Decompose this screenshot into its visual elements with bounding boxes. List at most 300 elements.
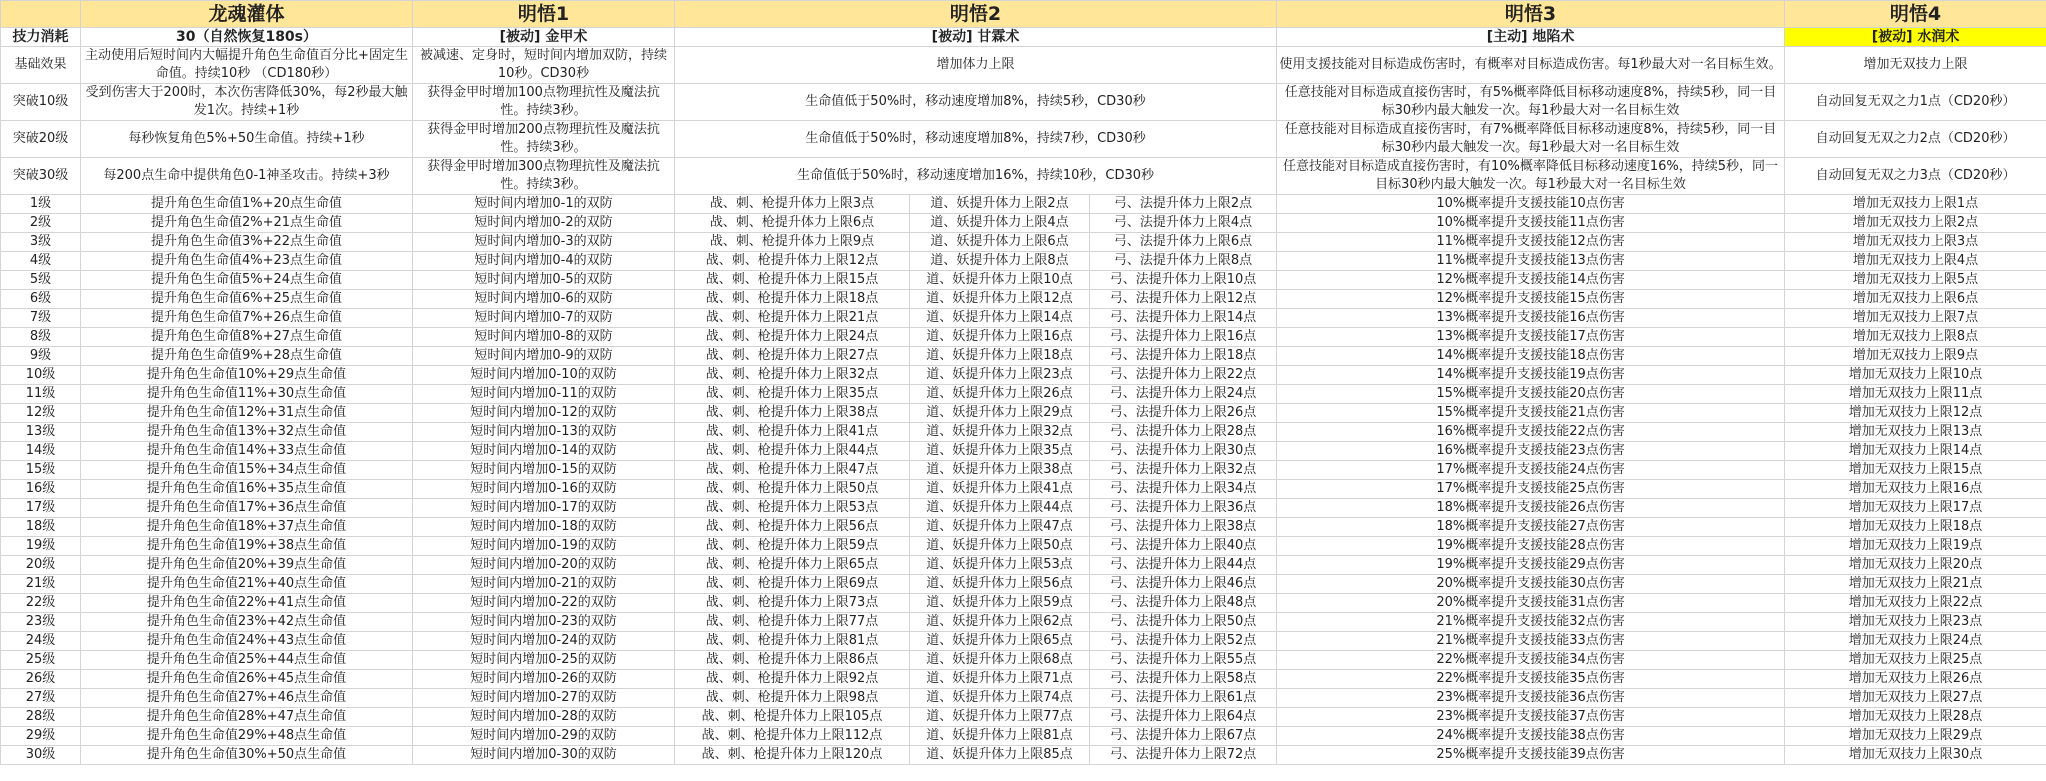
mingwu4-value-cell[interactable]: 增加无双技力上限6点: [1785, 290, 2046, 309]
mingwu3-value-cell[interactable]: 17%概率提升支援技能25点伤害: [1277, 480, 1785, 499]
longhun-value-cell[interactable]: 提升角色生命值27%+46点生命值: [81, 689, 413, 708]
mingwu1-value-cell[interactable]: 短时间内增加0-21的双防: [413, 575, 675, 594]
mingwu2-taoist-cell[interactable]: 道、妖提升体力上限56点: [910, 575, 1090, 594]
longhun-value-cell[interactable]: 提升角色生命值17%+36点生命值: [81, 499, 413, 518]
level-label-cell[interactable]: 7级: [1, 309, 81, 328]
level-row: [1, 442, 2046, 461]
mingwu2-archer-cell[interactable]: 弓、法提升体力上限18点: [1090, 347, 1277, 366]
mingwu2-taoist-cell[interactable]: 道、妖提升体力上限68点: [910, 651, 1090, 670]
longhun-value-cell[interactable]: 提升角色生命值11%+30点生命值: [81, 385, 413, 404]
longhun-value-cell[interactable]: 提升角色生命值25%+44点生命值: [81, 651, 413, 670]
mingwu2-archer-cell[interactable]: 弓、法提升体力上限50点: [1090, 613, 1277, 632]
longhun-value-cell[interactable]: 提升角色生命值4%+23点生命值: [81, 252, 413, 271]
mingwu3-value-cell[interactable]: 17%概率提升支援技能24点伤害: [1277, 461, 1785, 480]
mingwu3-value-cell[interactable]: 10%概率提升支援技能11点伤害: [1277, 214, 1785, 233]
level-label-cell[interactable]: 14级: [1, 442, 81, 461]
mingwu2-taoist-cell[interactable]: 道、妖提升体力上限47点: [910, 518, 1090, 537]
mingwu4-value-cell[interactable]: 增加无双技力上限29点: [1785, 727, 2046, 746]
mingwu1-value-cell[interactable]: 短时间内增加0-7的双防: [413, 309, 675, 328]
mingwu2-archer-cell[interactable]: 弓、法提升体力上限24点: [1090, 385, 1277, 404]
mingwu2-archer-cell[interactable]: 弓、法提升体力上限36点: [1090, 499, 1277, 518]
header-mingwu2[interactable]: 明悟2: [675, 1, 1277, 28]
mingwu1-value-cell[interactable]: 短时间内增加0-11的双防: [413, 385, 675, 404]
mingwu1-value-cell[interactable]: 短时间内增加0-19的双防: [413, 537, 675, 556]
mingwu3-value-cell[interactable]: 16%概率提升支援技能23点伤害: [1277, 442, 1785, 461]
mingwu1-value-cell[interactable]: 短时间内增加0-4的双防: [413, 252, 675, 271]
level-label-cell[interactable]: 1级: [1, 195, 81, 214]
level-label-cell[interactable]: 4级: [1, 252, 81, 271]
mingwu3-value-cell[interactable]: 13%概率提升支援技能17点伤害: [1277, 328, 1785, 347]
level-row: [1, 366, 2046, 385]
level-label-cell[interactable]: 24级: [1, 632, 81, 651]
mingwu1-effect-cell[interactable]: 获得金甲时增加200点物理抗性及魔法抗性。持续3秒。: [413, 121, 675, 158]
mingwu1-value-cell[interactable]: 短时间内增加0-2的双防: [413, 214, 675, 233]
mingwu1-value-cell[interactable]: 短时间内增加0-8的双防: [413, 328, 675, 347]
longhun-value-cell[interactable]: 提升角色生命值9%+28点生命值: [81, 347, 413, 366]
mingwu2-warrior-cell[interactable]: 战、刺、枪提升体力上限65点: [675, 556, 910, 575]
mingwu2-warrior-cell[interactable]: 战、刺、枪提升体力上限21点: [675, 309, 910, 328]
mingwu4-value-cell[interactable]: 增加无双技力上限28点: [1785, 708, 2046, 727]
level-row: [1, 385, 2046, 404]
mingwu2-warrior-cell[interactable]: 战、刺、枪提升体力上限92点: [675, 670, 910, 689]
mingwu2-warrior-cell[interactable]: 战、刺、枪提升体力上限24点: [675, 328, 910, 347]
mingwu3-value-cell[interactable]: 22%概率提升支援技能35点伤害: [1277, 670, 1785, 689]
mingwu1-value-cell[interactable]: 短时间内增加0-1的双防: [413, 195, 675, 214]
mingwu1-value-cell[interactable]: 短时间内增加0-23的双防: [413, 613, 675, 632]
mingwu2-taoist-cell[interactable]: 道、妖提升体力上限74点: [910, 689, 1090, 708]
mingwu2-archer-cell[interactable]: 弓、法提升体力上限34点: [1090, 480, 1277, 499]
mingwu1-value-cell[interactable]: 短时间内增加0-15的双防: [413, 461, 675, 480]
mingwu2-archer-cell[interactable]: 弓、法提升体力上限10点: [1090, 271, 1277, 290]
mingwu4-effect-cell[interactable]: 自动回复无双之力1点（CD20秒）: [1785, 84, 2046, 121]
mingwu1-value-cell[interactable]: 短时间内增加0-9的双防: [413, 347, 675, 366]
mingwu2-archer-cell[interactable]: 弓、法提升体力上限8点: [1090, 252, 1277, 271]
mingwu2-archer-cell[interactable]: 弓、法提升体力上限52点: [1090, 632, 1277, 651]
header-mingwu1[interactable]: 明悟1: [413, 1, 675, 28]
level-label-cell[interactable]: 10级: [1, 366, 81, 385]
mingwu2-archer-cell[interactable]: 弓、法提升体力上限12点: [1090, 290, 1277, 309]
mingwu3-value-cell[interactable]: 16%概率提升支援技能22点伤害: [1277, 423, 1785, 442]
level-label-cell[interactable]: 29级: [1, 727, 81, 746]
mingwu4-value-cell[interactable]: 增加无双技力上限30点: [1785, 746, 2046, 765]
level-row: [1, 651, 2046, 670]
header-mingwu3[interactable]: 明悟3: [1277, 1, 1785, 28]
mingwu3-value-cell[interactable]: 10%概率提升支援技能10点伤害: [1277, 195, 1785, 214]
mingwu2-warrior-cell[interactable]: 战、刺、枪提升体力上限35点: [675, 385, 910, 404]
level-row: [1, 575, 2046, 594]
header-longhun[interactable]: 龙魂灌体: [81, 1, 413, 28]
mingwu3-value-cell[interactable]: 13%概率提升支援技能16点伤害: [1277, 309, 1785, 328]
level-row: [1, 556, 2046, 575]
mingwu2-warrior-cell[interactable]: 战、刺、枪提升体力上限47点: [675, 461, 910, 480]
mingwu2-effect-cell[interactable]: 增加体力上限: [675, 47, 1277, 84]
mingwu2-taoist-cell[interactable]: 道、妖提升体力上限4点: [910, 214, 1090, 233]
level-row: [1, 252, 2046, 271]
level-label-cell[interactable]: 16级: [1, 480, 81, 499]
mingwu2-archer-cell[interactable]: 弓、法提升体力上限48点: [1090, 594, 1277, 613]
mingwu1-value-cell[interactable]: 短时间内增加0-3的双防: [413, 233, 675, 252]
mingwu4-effect-cell[interactable]: 增加无双技力上限: [1785, 47, 2046, 84]
mingwu2-warrior-cell[interactable]: 战、刺、枪提升体力上限3点: [675, 195, 910, 214]
level-label-cell[interactable]: 15级: [1, 461, 81, 480]
mingwu2-taoist-cell[interactable]: 道、妖提升体力上限8点: [910, 252, 1090, 271]
level-label-cell[interactable]: 17级: [1, 499, 81, 518]
level-row: [1, 613, 2046, 632]
mingwu1-value-cell[interactable]: 短时间内增加0-12的双防: [413, 404, 675, 423]
longhun-value-cell[interactable]: 提升角色生命值20%+39点生命值: [81, 556, 413, 575]
longhun-value-cell[interactable]: 提升角色生命值22%+41点生命值: [81, 594, 413, 613]
level-label-cell[interactable]: 22级: [1, 594, 81, 613]
mingwu4-value-cell[interactable]: 增加无双技力上限22点: [1785, 594, 2046, 613]
mingwu2-archer-cell[interactable]: 弓、法提升体力上限46点: [1090, 575, 1277, 594]
mingwu2-archer-cell[interactable]: 弓、法提升体力上限28点: [1090, 423, 1277, 442]
mingwu2-warrior-cell[interactable]: 战、刺、枪提升体力上限9点: [675, 233, 910, 252]
mingwu3-effect-cell[interactable]: 任意技能对目标造成直接伤害时，有5%概率降低目标移动速度8%，持续5秒，同一目标30秒内最大触发一次。每1秒最大对一名目标生效: [1277, 84, 1785, 121]
level-label-cell[interactable]: 20级: [1, 556, 81, 575]
mingwu2-warrior-cell[interactable]: 战、刺、枪提升体力上限15点: [675, 271, 910, 290]
mingwu1-value-cell[interactable]: 短时间内增加0-27的双防: [413, 689, 675, 708]
mingwu2-warrior-cell[interactable]: 战、刺、枪提升体力上限81点: [675, 632, 910, 651]
level-label-cell[interactable]: 11级: [1, 385, 81, 404]
longhun-value-cell[interactable]: 提升角色生命值3%+22点生命值: [81, 233, 413, 252]
mingwu3-effect-cell[interactable]: 使用支援技能对目标造成伤害时，有概率对目标造成伤害。每1秒最大对一名目标生效。: [1277, 47, 1785, 84]
longhun-value-cell[interactable]: 提升角色生命值18%+37点生命值: [81, 518, 413, 537]
level-label-cell[interactable]: 3级: [1, 233, 81, 252]
mingwu2-taoist-cell[interactable]: 道、妖提升体力上限53点: [910, 556, 1090, 575]
mingwu3-value-cell[interactable]: 18%概率提升支援技能26点伤害: [1277, 499, 1785, 518]
longhun-value-cell[interactable]: 提升角色生命值12%+31点生命值: [81, 404, 413, 423]
mingwu2-taoist-cell[interactable]: 道、妖提升体力上限29点: [910, 404, 1090, 423]
mingwu2-warrior-cell[interactable]: 战、刺、枪提升体力上限86点: [675, 651, 910, 670]
mingwu2-archer-cell[interactable]: 弓、法提升体力上限72点: [1090, 746, 1277, 765]
level-label-cell[interactable]: 30级: [1, 746, 81, 765]
mingwu3-value-cell[interactable]: 23%概率提升支援技能36点伤害: [1277, 689, 1785, 708]
mingwu3-value-cell[interactable]: 11%概率提升支援技能13点伤害: [1277, 252, 1785, 271]
mingwu4-value-cell[interactable]: 增加无双技力上限12点: [1785, 404, 2046, 423]
mingwu1-effect-cell[interactable]: 获得金甲时增加100点物理抗性及魔法抗性。持续3秒。: [413, 84, 675, 121]
mingwu2-warrior-cell[interactable]: 战、刺、枪提升体力上限56点: [675, 518, 910, 537]
longhun-value-cell[interactable]: 提升角色生命值15%+34点生命值: [81, 461, 413, 480]
mingwu4-value-cell[interactable]: 增加无双技力上限19点: [1785, 537, 2046, 556]
mingwu3-value-cell[interactable]: 14%概率提升支援技能18点伤害: [1277, 347, 1785, 366]
mingwu4-value-cell[interactable]: 增加无双技力上限8点: [1785, 328, 2046, 347]
longhun-value-cell[interactable]: 提升角色生命值10%+29点生命值: [81, 366, 413, 385]
level-label-cell[interactable]: 12级: [1, 404, 81, 423]
mingwu2-taoist-cell[interactable]: 道、妖提升体力上限50点: [910, 537, 1090, 556]
mingwu3-value-cell[interactable]: 15%概率提升支援技能21点伤害: [1277, 404, 1785, 423]
row-label-cell[interactable]: 突破20级: [1, 121, 81, 158]
mingwu2-archer-cell[interactable]: 弓、法提升体力上限22点: [1090, 366, 1277, 385]
mingwu4-value-cell[interactable]: 增加无双技力上限9点: [1785, 347, 2046, 366]
mingwu1-value-cell[interactable]: 短时间内增加0-25的双防: [413, 651, 675, 670]
level-row: [1, 537, 2046, 556]
level-row: [1, 195, 2046, 214]
level-label-cell[interactable]: 2级: [1, 214, 81, 233]
longhun-effect-cell[interactable]: 主动使用后短时间内大幅提升角色生命值百分比+固定生命值。持续10秒 （CD180秒）: [81, 47, 413, 84]
mingwu2-archer-cell[interactable]: 弓、法提升体力上限44点: [1090, 556, 1277, 575]
mingwu3-value-cell[interactable]: 18%概率提升支援技能27点伤害: [1277, 518, 1785, 537]
mingwu4-value-cell[interactable]: 增加无双技力上限13点: [1785, 423, 2046, 442]
mingwu2-warrior-cell[interactable]: 战、刺、枪提升体力上限53点: [675, 499, 910, 518]
mingwu2-taoist-cell[interactable]: 道、妖提升体力上限65点: [910, 632, 1090, 651]
mingwu2-archer-cell[interactable]: 弓、法提升体力上限4点: [1090, 214, 1277, 233]
mingwu3-value-cell[interactable]: 12%概率提升支援技能15点伤害: [1277, 290, 1785, 309]
mingwu2-archer-cell[interactable]: 弓、法提升体力上限14点: [1090, 309, 1277, 328]
level-row: [1, 309, 2046, 328]
longhun-value-cell[interactable]: 提升角色生命值16%+35点生命值: [81, 480, 413, 499]
mingwu2-warrior-cell[interactable]: 战、刺、枪提升体力上限77点: [675, 613, 910, 632]
mingwu1-value-cell[interactable]: 短时间内增加0-16的双防: [413, 480, 675, 499]
mingwu2-warrior-cell[interactable]: 战、刺、枪提升体力上限6点: [675, 214, 910, 233]
mingwu3-value-cell[interactable]: 20%概率提升支援技能31点伤害: [1277, 594, 1785, 613]
mingwu1-value-cell[interactable]: 短时间内增加0-30的双防: [413, 746, 675, 765]
header-cell-blank[interactable]: [1, 1, 81, 28]
mingwu4-value-cell[interactable]: 增加无双技力上限2点: [1785, 214, 2046, 233]
mingwu2-taoist-cell[interactable]: 道、妖提升体力上限59点: [910, 594, 1090, 613]
mingwu2-warrior-cell[interactable]: 战、刺、枪提升体力上限44点: [675, 442, 910, 461]
mingwu1-value-cell[interactable]: 短时间内增加0-20的双防: [413, 556, 675, 575]
longhun-value-cell[interactable]: 提升角色生命值29%+48点生命值: [81, 727, 413, 746]
mingwu2-warrior-cell[interactable]: 战、刺、枪提升体力上限50点: [675, 480, 910, 499]
longhun-value-cell[interactable]: 提升角色生命值28%+47点生命值: [81, 708, 413, 727]
longhun-value-cell[interactable]: 提升角色生命值23%+42点生命值: [81, 613, 413, 632]
mingwu2-taoist-cell[interactable]: 道、妖提升体力上限41点: [910, 480, 1090, 499]
row-label-cell[interactable]: 突破30级: [1, 158, 81, 195]
header-mingwu4[interactable]: 明悟4: [1785, 1, 2046, 28]
mingwu2-warrior-cell[interactable]: 战、刺、枪提升体力上限59点: [675, 537, 910, 556]
mingwu4-value-cell[interactable]: 增加无双技力上限16点: [1785, 480, 2046, 499]
mingwu2-effect-cell[interactable]: 生命值低于50%时，移动速度增加16%，持续10秒，CD30秒: [675, 158, 1277, 195]
mingwu4-value-cell[interactable]: 增加无双技力上限11点: [1785, 385, 2046, 404]
mingwu4-value-cell[interactable]: 增加无双技力上限26点: [1785, 670, 2046, 689]
longhun-value-cell[interactable]: 提升角色生命值2%+21点生命值: [81, 214, 413, 233]
longhun-value-cell[interactable]: 提升角色生命值26%+45点生命值: [81, 670, 413, 689]
level-label-cell[interactable]: 9级: [1, 347, 81, 366]
mingwu2-taoist-cell[interactable]: 道、妖提升体力上限32点: [910, 423, 1090, 442]
mingwu2-archer-cell[interactable]: 弓、法提升体力上限55点: [1090, 651, 1277, 670]
mingwu2-effect-cell[interactable]: 生命值低于50%时，移动速度增加8%，持续7秒，CD30秒: [675, 121, 1277, 158]
mingwu2-taoist-cell[interactable]: 道、妖提升体力上限10点: [910, 271, 1090, 290]
mingwu4-value-cell[interactable]: 增加无双技力上限3点: [1785, 233, 2046, 252]
mingwu2-archer-cell[interactable]: 弓、法提升体力上限32点: [1090, 461, 1277, 480]
mingwu2-warrior-cell[interactable]: 战、刺、枪提升体力上限98点: [675, 689, 910, 708]
longhun-effect-cell[interactable]: 受到伤害大于200时，本次伤害降低30%，每2秒最大触发1次。持续+1秒: [81, 84, 413, 121]
mingwu1-value-cell[interactable]: 短时间内增加0-28的双防: [413, 708, 675, 727]
mingwu2-warrior-cell[interactable]: 战、刺、枪提升体力上限41点: [675, 423, 910, 442]
level-row: [1, 233, 2046, 252]
mingwu3-value-cell[interactable]: 21%概率提升支援技能32点伤害: [1277, 613, 1785, 632]
mingwu4-value-cell[interactable]: 增加无双技力上限18点: [1785, 518, 2046, 537]
mingwu4-value-cell[interactable]: 增加无双技力上限4点: [1785, 252, 2046, 271]
effect-row: [1, 84, 2046, 121]
mingwu2-taoist-cell[interactable]: 道、妖提升体力上限35点: [910, 442, 1090, 461]
longhun-effect-cell[interactable]: 每200点生命中提供角色0-1神圣攻击。持续+3秒: [81, 158, 413, 195]
mingwu3-value-cell[interactable]: 25%概率提升支援技能39点伤害: [1277, 746, 1785, 765]
level-label-cell[interactable]: 19级: [1, 537, 81, 556]
mingwu4-value-cell[interactable]: 增加无双技力上限25点: [1785, 651, 2046, 670]
mingwu3-value-cell[interactable]: 20%概率提升支援技能30点伤害: [1277, 575, 1785, 594]
level-row: [1, 670, 2046, 689]
level-row: [1, 689, 2046, 708]
level-row: [1, 347, 2046, 366]
mingwu2-taoist-cell[interactable]: 道、妖提升体力上限77点: [910, 708, 1090, 727]
level-label-cell[interactable]: 18级: [1, 518, 81, 537]
longhun-effect-cell[interactable]: 每秒恢复角色5%+50生命值。持续+1秒: [81, 121, 413, 158]
mingwu2-archer-cell[interactable]: 弓、法提升体力上限38点: [1090, 518, 1277, 537]
mingwu3-value-cell[interactable]: 19%概率提升支援技能29点伤害: [1277, 556, 1785, 575]
mingwu1-effect-cell[interactable]: 获得金甲时增加300点物理抗性及魔法抗性。持续3秒。: [413, 158, 675, 195]
mingwu1-value-cell[interactable]: 短时间内增加0-18的双防: [413, 518, 675, 537]
mingwu2-archer-cell[interactable]: 弓、法提升体力上限26点: [1090, 404, 1277, 423]
mingwu2-warrior-cell[interactable]: 战、刺、枪提升体力上限105点: [675, 708, 910, 727]
longhun-value-cell[interactable]: 提升角色生命值14%+33点生命值: [81, 442, 413, 461]
mingwu1-value-cell[interactable]: 短时间内增加0-17的双防: [413, 499, 675, 518]
mingwu4-value-cell[interactable]: 增加无双技力上限24点: [1785, 632, 2046, 651]
mingwu1-value-cell[interactable]: 短时间内增加0-6的双防: [413, 290, 675, 309]
mingwu4-value-cell[interactable]: 增加无双技力上限20点: [1785, 556, 2046, 575]
level-row: [1, 404, 2046, 423]
mingwu4-value-cell[interactable]: 增加无双技力上限7点: [1785, 309, 2046, 328]
mingwu1-value-cell[interactable]: 短时间内增加0-22的双防: [413, 594, 675, 613]
mingwu2-warrior-cell[interactable]: 战、刺、枪提升体力上限27点: [675, 347, 910, 366]
longhun-value-cell[interactable]: 提升角色生命值30%+50点生命值: [81, 746, 413, 765]
level-label-cell[interactable]: 13级: [1, 423, 81, 442]
subheader-cost-value[interactable]: 30（自然恢复180s）: [81, 28, 413, 47]
level-label-cell[interactable]: 25级: [1, 651, 81, 670]
mingwu4-value-cell[interactable]: 增加无双技力上限5点: [1785, 271, 2046, 290]
mingwu2-warrior-cell[interactable]: 战、刺、枪提升体力上限120点: [675, 746, 910, 765]
mingwu2-taoist-cell[interactable]: 道、妖提升体力上限38点: [910, 461, 1090, 480]
subheader-skill4[interactable]: [被动] 水润术: [1785, 28, 2046, 47]
longhun-value-cell[interactable]: 提升角色生命值8%+27点生命值: [81, 328, 413, 347]
mingwu3-value-cell[interactable]: 19%概率提升支援技能28点伤害: [1277, 537, 1785, 556]
mingwu2-warrior-cell[interactable]: 战、刺、枪提升体力上限73点: [675, 594, 910, 613]
mingwu3-value-cell[interactable]: 23%概率提升支援技能37点伤害: [1277, 708, 1785, 727]
subheader-skill3[interactable]: [主动] 地陷术: [1277, 28, 1785, 47]
mingwu2-taoist-cell[interactable]: 道、妖提升体力上限62点: [910, 613, 1090, 632]
mingwu2-archer-cell[interactable]: 弓、法提升体力上限30点: [1090, 442, 1277, 461]
mingwu1-value-cell[interactable]: 短时间内增加0-24的双防: [413, 632, 675, 651]
mingwu2-archer-cell[interactable]: 弓、法提升体力上限64点: [1090, 708, 1277, 727]
mingwu3-value-cell[interactable]: 15%概率提升支援技能20点伤害: [1277, 385, 1785, 404]
mingwu2-warrior-cell[interactable]: 战、刺、枪提升体力上限32点: [675, 366, 910, 385]
mingwu4-value-cell[interactable]: 增加无双技力上限17点: [1785, 499, 2046, 518]
level-label-cell[interactable]: 27级: [1, 689, 81, 708]
mingwu2-archer-cell[interactable]: 弓、法提升体力上限2点: [1090, 195, 1277, 214]
longhun-value-cell[interactable]: 提升角色生命值24%+43点生命值: [81, 632, 413, 651]
level-row: [1, 708, 2046, 727]
level-row: [1, 499, 2046, 518]
longhun-value-cell[interactable]: 提升角色生命值21%+40点生命值: [81, 575, 413, 594]
level-row: [1, 480, 2046, 499]
mingwu1-value-cell[interactable]: 短时间内增加0-26的双防: [413, 670, 675, 689]
level-label-cell[interactable]: 21级: [1, 575, 81, 594]
mingwu1-value-cell[interactable]: 短时间内增加0-5的双防: [413, 271, 675, 290]
mingwu4-effect-cell[interactable]: 自动回复无双之力2点（CD20秒）: [1785, 121, 2046, 158]
level-label-cell[interactable]: 5级: [1, 271, 81, 290]
mingwu2-taoist-cell[interactable]: 道、妖提升体力上限14点: [910, 309, 1090, 328]
mingwu2-archer-cell[interactable]: 弓、法提升体力上限16点: [1090, 328, 1277, 347]
level-row: [1, 214, 2046, 233]
mingwu2-archer-cell[interactable]: 弓、法提升体力上限58点: [1090, 670, 1277, 689]
mingwu2-archer-cell[interactable]: 弓、法提升体力上限61点: [1090, 689, 1277, 708]
mingwu2-taoist-cell[interactable]: 道、妖提升体力上限81点: [910, 727, 1090, 746]
mingwu3-value-cell[interactable]: 24%概率提升支援技能38点伤害: [1277, 727, 1785, 746]
mingwu3-effect-cell[interactable]: 任意技能对目标造成直接伤害时，有7%概率降低目标移动速度8%，持续5秒，同一目标30秒内最大触发一次。每1秒最大对一名目标生效: [1277, 121, 1785, 158]
mingwu2-taoist-cell[interactable]: 道、妖提升体力上限2点: [910, 195, 1090, 214]
level-label-cell[interactable]: 8级: [1, 328, 81, 347]
longhun-value-cell[interactable]: 提升角色生命值19%+38点生命值: [81, 537, 413, 556]
mingwu1-effect-cell[interactable]: 被减速、定身时，短时间内增加双防，持续10秒。CD30秒: [413, 47, 675, 84]
mingwu4-value-cell[interactable]: 增加无双技力上限14点: [1785, 442, 2046, 461]
longhun-value-cell[interactable]: 提升角色生命值13%+32点生命值: [81, 423, 413, 442]
mingwu1-value-cell[interactable]: 短时间内增加0-10的双防: [413, 366, 675, 385]
mingwu1-value-cell[interactable]: 短时间内增加0-29的双防: [413, 727, 675, 746]
longhun-value-cell[interactable]: 提升角色生命值5%+24点生命值: [81, 271, 413, 290]
mingwu2-effect-cell[interactable]: 生命值低于50%时，移动速度增加8%，持续5秒，CD30秒: [675, 84, 1277, 121]
mingwu3-value-cell[interactable]: 14%概率提升支援技能19点伤害: [1277, 366, 1785, 385]
mingwu1-value-cell[interactable]: 短时间内增加0-14的双防: [413, 442, 675, 461]
mingwu2-taoist-cell[interactable]: 道、妖提升体力上限16点: [910, 328, 1090, 347]
longhun-value-cell[interactable]: 提升角色生命值1%+20点生命值: [81, 195, 413, 214]
mingwu2-warrior-cell[interactable]: 战、刺、枪提升体力上限69点: [675, 575, 910, 594]
mingwu4-value-cell[interactable]: 增加无双技力上限10点: [1785, 366, 2046, 385]
effect-row: [1, 47, 2046, 84]
longhun-value-cell[interactable]: 提升角色生命值7%+26点生命值: [81, 309, 413, 328]
mingwu2-taoist-cell[interactable]: 道、妖提升体力上限85点: [910, 746, 1090, 765]
mingwu2-warrior-cell[interactable]: 战、刺、枪提升体力上限38点: [675, 404, 910, 423]
mingwu2-taoist-cell[interactable]: 道、妖提升体力上限26点: [910, 385, 1090, 404]
mingwu2-taoist-cell[interactable]: 道、妖提升体力上限6点: [910, 233, 1090, 252]
mingwu4-value-cell[interactable]: 增加无双技力上限23点: [1785, 613, 2046, 632]
mingwu2-taoist-cell[interactable]: 道、妖提升体力上限44点: [910, 499, 1090, 518]
mingwu3-value-cell[interactable]: 11%概率提升支援技能12点伤害: [1277, 233, 1785, 252]
subheader-skill2[interactable]: [被动] 甘霖术: [675, 28, 1277, 47]
mingwu4-value-cell[interactable]: 增加无双技力上限27点: [1785, 689, 2046, 708]
mingwu4-value-cell[interactable]: 增加无双技力上限21点: [1785, 575, 2046, 594]
mingwu2-taoist-cell[interactable]: 道、妖提升体力上限12点: [910, 290, 1090, 309]
subheader-cost-label[interactable]: 技力消耗: [1, 28, 81, 47]
longhun-value-cell[interactable]: 提升角色生命值6%+25点生命值: [81, 290, 413, 309]
mingwu4-value-cell[interactable]: 增加无双技力上限1点: [1785, 195, 2046, 214]
mingwu2-taoist-cell[interactable]: 道、妖提升体力上限23点: [910, 366, 1090, 385]
level-row: [1, 271, 2046, 290]
mingwu2-taoist-cell[interactable]: 道、妖提升体力上限18点: [910, 347, 1090, 366]
mingwu4-value-cell[interactable]: 增加无双技力上限15点: [1785, 461, 2046, 480]
mingwu3-effect-cell[interactable]: 任意技能对目标造成直接伤害时，有10%概率降低目标移动速度16%，持续5秒，同一目标30秒内最大触发一次。每1秒最大对一名目标生效: [1277, 158, 1785, 195]
mingwu2-archer-cell[interactable]: 弓、法提升体力上限6点: [1090, 233, 1277, 252]
mingwu1-value-cell[interactable]: 短时间内增加0-13的双防: [413, 423, 675, 442]
mingwu2-archer-cell[interactable]: 弓、法提升体力上限67点: [1090, 727, 1277, 746]
subheader-skill1[interactable]: [被动] 金甲术: [413, 28, 675, 47]
mingwu3-value-cell[interactable]: 21%概率提升支援技能33点伤害: [1277, 632, 1785, 651]
mingwu2-archer-cell[interactable]: 弓、法提升体力上限40点: [1090, 537, 1277, 556]
effect-row: [1, 158, 2046, 195]
level-label-cell[interactable]: 23级: [1, 613, 81, 632]
mingwu2-taoist-cell[interactable]: 道、妖提升体力上限71点: [910, 670, 1090, 689]
row-label-cell[interactable]: 基础效果: [1, 47, 81, 84]
level-label-cell[interactable]: 26级: [1, 670, 81, 689]
mingwu3-value-cell[interactable]: 22%概率提升支援技能34点伤害: [1277, 651, 1785, 670]
mingwu3-value-cell[interactable]: 12%概率提升支援技能14点伤害: [1277, 271, 1785, 290]
row-label-cell[interactable]: 突破10级: [1, 84, 81, 121]
level-label-cell[interactable]: 28级: [1, 708, 81, 727]
mingwu4-effect-cell[interactable]: 自动回复无双之力3点（CD20秒）: [1785, 158, 2046, 195]
mingwu2-warrior-cell[interactable]: 战、刺、枪提升体力上限18点: [675, 290, 910, 309]
level-label-cell[interactable]: 6级: [1, 290, 81, 309]
mingwu2-warrior-cell[interactable]: 战、刺、枪提升体力上限112点: [675, 727, 910, 746]
mingwu2-warrior-cell[interactable]: 战、刺、枪提升体力上限12点: [675, 252, 910, 271]
